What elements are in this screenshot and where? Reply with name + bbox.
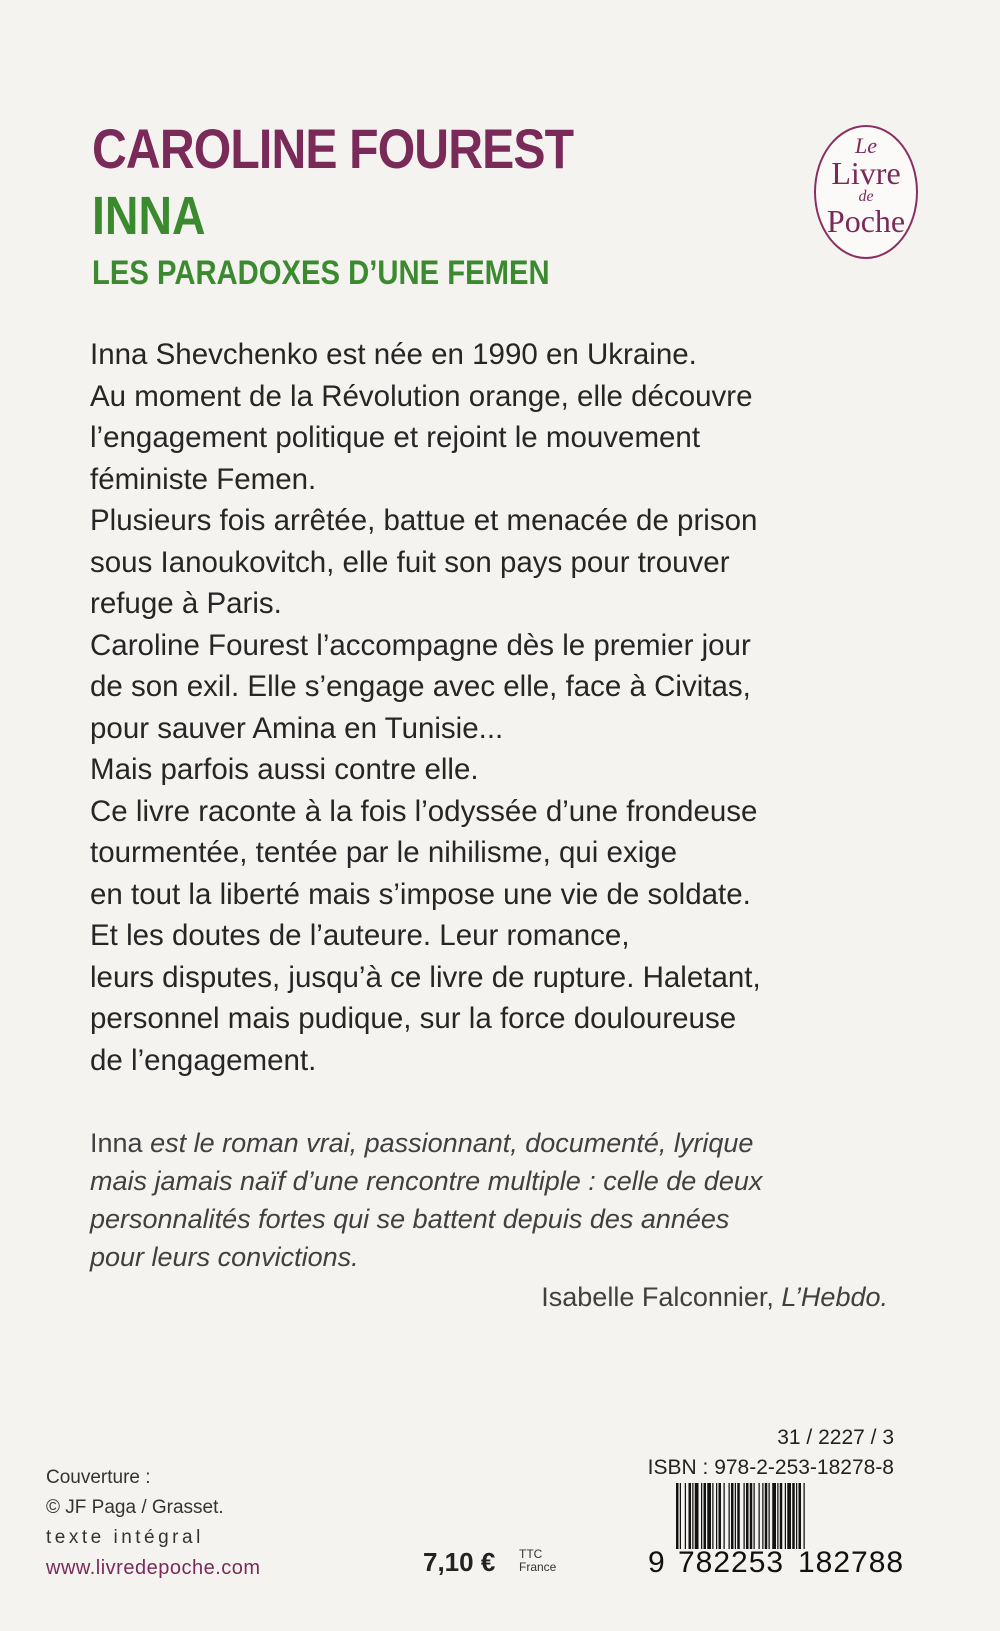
barcode-bar [724,1483,725,1549]
publisher-website-link[interactable]: www.livredepoche.com [46,1557,261,1579]
review-line [90,1124,870,1162]
review-title-ref: Inna [90,1128,143,1158]
press-review [90,1124,870,1276]
review-attribution [541,1282,888,1313]
logo-de: de [858,188,874,205]
price-ttc: TTC [519,1547,543,1561]
isbn: ISBN : 978-2-253-18278-8 [647,1456,894,1479]
cover-credits [46,1463,261,1583]
barcode-bar [762,1483,763,1549]
logo-le: Le [855,133,877,158]
book-title: INNA [92,186,206,246]
review-source: L’Hebdo. [781,1282,888,1312]
barcode-bar [716,1483,717,1549]
barcode-bar [796,1483,797,1549]
barcode-bar [731,1483,734,1549]
price-tax-note [519,1548,556,1574]
integral-text-label: texte intégral [46,1527,204,1548]
description-line: leurs disputes, jusqu’à ce livre de rupture. Haletant, [90,960,761,994]
price-country: France [519,1560,557,1574]
barcode-bar [689,1483,692,1549]
description-line: en tout la liberté mais s’impose une vie de soldate. [90,877,751,911]
description-line: Ce livre raconte à la fois l’odyssée d’une frondeuse [90,794,758,828]
barcode-bar [750,1483,753,1549]
barcode-bar [769,1483,770,1549]
barcode-bar [704,1483,707,1549]
price: 7,10 € [423,1547,496,1577]
barcode-bar [695,1483,699,1549]
review-line: pour leurs convictions. [90,1242,359,1272]
cover-credit: © JF Paga / Grasset. [46,1497,224,1518]
barcode-bar [707,1483,711,1549]
author-name: CAROLINE FOUREST [92,117,574,180]
barcode-bar [792,1483,795,1549]
barcode-bar [765,1483,768,1549]
barcode-bar [729,1483,730,1549]
barcode-bar [787,1483,791,1549]
barcode-bar [772,1483,776,1549]
logo-livre: Livre [831,155,901,191]
barcode-bar [777,1483,778,1549]
description-line: de l’engagement. [90,1043,317,1077]
review-text: est le roman vrai, passionnant, documenté, lyrique [142,1128,754,1158]
barcode-bar [701,1483,702,1549]
barcode-bar [680,1483,681,1549]
barcode-bar [785,1483,786,1549]
barcode-group-left: 782253 [678,1546,785,1579]
barcode-group-right: 182788 [798,1546,905,1579]
barcode-bar [744,1483,745,1549]
barcode-icon [676,1483,924,1549]
description-line: sous Ianoukovitch, elle fuit son pays pour trouver [90,545,730,579]
barcode-bar [754,1483,755,1549]
reference-code: 31 / 2227 / 3 [777,1426,894,1449]
description-line: Inna Shevchenko est née en 1990 en Ukraine. [90,338,697,371]
barcode-bar [804,1483,805,1549]
barcode-bar [692,1483,693,1549]
reviewer-name: Isabelle Falconnier, [541,1282,782,1312]
barcode-first-digit: 9 [648,1546,665,1579]
review-line: mais jamais naïf d’une rencontre multiple : celle de deux [90,1166,763,1196]
barcode-bar [746,1483,749,1549]
barcode-bar [712,1483,713,1549]
barcode-bar [759,1483,760,1549]
description-line: Et les doutes de l’auteure. Leur romance, [90,919,630,952]
description-line: de son exil. Elle s’engage avec elle, face à Civitas, [90,670,751,703]
barcode-bar [799,1483,802,1549]
book-description [90,334,870,1081]
barcode-bar [735,1483,736,1549]
publisher-logo [814,125,918,259]
description-line: Au moment de la Révolution orange, elle découvre [90,379,753,413]
description-line: tourmentée, tentée par le nihilisme, qui exige [90,836,678,869]
description-line: Caroline Fourest l’accompagne dès le premier jour [90,628,751,662]
description-line: refuge à Paris. [90,587,282,620]
description-line: féministe Femen. [90,462,317,496]
description-line: Mais parfois aussi contre elle. [90,753,479,786]
review-line: personnalités fortes qui se battent depuis des années [90,1204,730,1234]
description-line: l’engagement politique et rejoint le mouvement [90,421,701,454]
cover-label: Couverture : [46,1467,151,1488]
barcode-bar [685,1483,686,1549]
description-line: Plusieurs fois arrêtée, battue et menacée de prison [90,504,758,537]
book-subtitle: LES PARADOXES D’UNE FEMEN [92,254,550,292]
barcode-bar [719,1483,722,1549]
logo-poche: Poche [826,203,906,239]
barcode-bar [676,1483,679,1549]
description-line: personnel mais pudique, sur la force douloureuse [90,1002,737,1035]
barcode-bar [780,1483,783,1549]
description-line: pour sauver Amina en Tunisie... [90,711,504,745]
barcode-bar [737,1483,740,1549]
